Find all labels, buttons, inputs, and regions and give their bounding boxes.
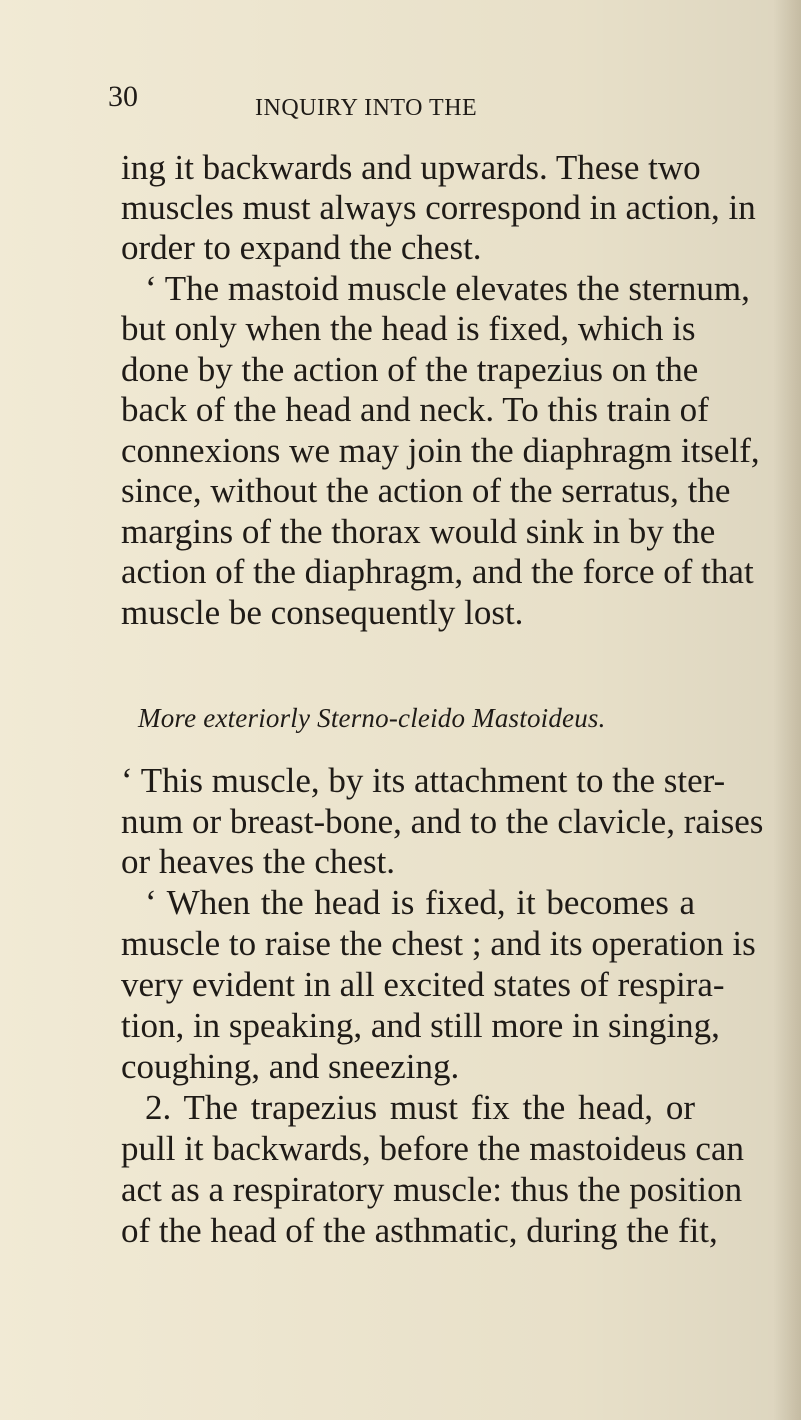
- text-line: connexions we may join the diaphragm itself,: [121, 431, 760, 470]
- text-line: tion, in speaking, and still more in singing,: [121, 1006, 720, 1045]
- text-line: back of the head and neck. To this train of: [121, 390, 709, 429]
- page-edge-shadow: [773, 0, 801, 1420]
- text-line: num or breast-bone, and to the clavicle, raises: [121, 802, 764, 841]
- text-line: order to expand the chest.: [121, 228, 482, 267]
- text-line: very evident in all excited states of respira-: [121, 965, 725, 1004]
- page-number: 30: [108, 80, 138, 113]
- text-line: 2. The trapezius must fix the head, or: [145, 1088, 695, 1127]
- text-line: ‘ The mastoid muscle elevates the sternum,: [145, 269, 750, 308]
- text-line: done by the action of the trapezius on the: [121, 350, 699, 389]
- text-line: since, without the action of the serratus, the: [121, 471, 731, 510]
- text-line: action of the diaphragm, and the force of that: [121, 552, 754, 591]
- text-line: pull it backwards, before the mastoideus can: [121, 1129, 744, 1168]
- text-line: ‘ This muscle, by its attachment to the ster-: [121, 761, 726, 800]
- text-line: ‘ When the head is fixed, it becomes a: [145, 883, 695, 922]
- running-head: INQUIRY INTO THE: [255, 95, 478, 121]
- text-line: or heaves the chest.: [121, 842, 396, 881]
- text-line: margins of the thorax would sink in by the: [121, 512, 716, 551]
- text-line: muscle to raise the chest ; and its operation is: [121, 924, 756, 963]
- text-line: muscles must always correspond in action, in: [121, 188, 756, 227]
- text-line: muscle be consequently lost.: [121, 593, 524, 632]
- section-heading: More exteriorly Sterno-cleido Mastoideus.: [138, 703, 606, 733]
- text-line: act as a respiratory muscle: thus the position: [121, 1170, 743, 1209]
- text-line: but only when the head is fixed, which is: [121, 309, 696, 348]
- text-line: ing it backwards and upwards. These two: [121, 148, 701, 187]
- text-line: coughing, and sneezing.: [121, 1047, 460, 1086]
- text-line: of the head of the asthmatic, during the fit,: [121, 1211, 718, 1250]
